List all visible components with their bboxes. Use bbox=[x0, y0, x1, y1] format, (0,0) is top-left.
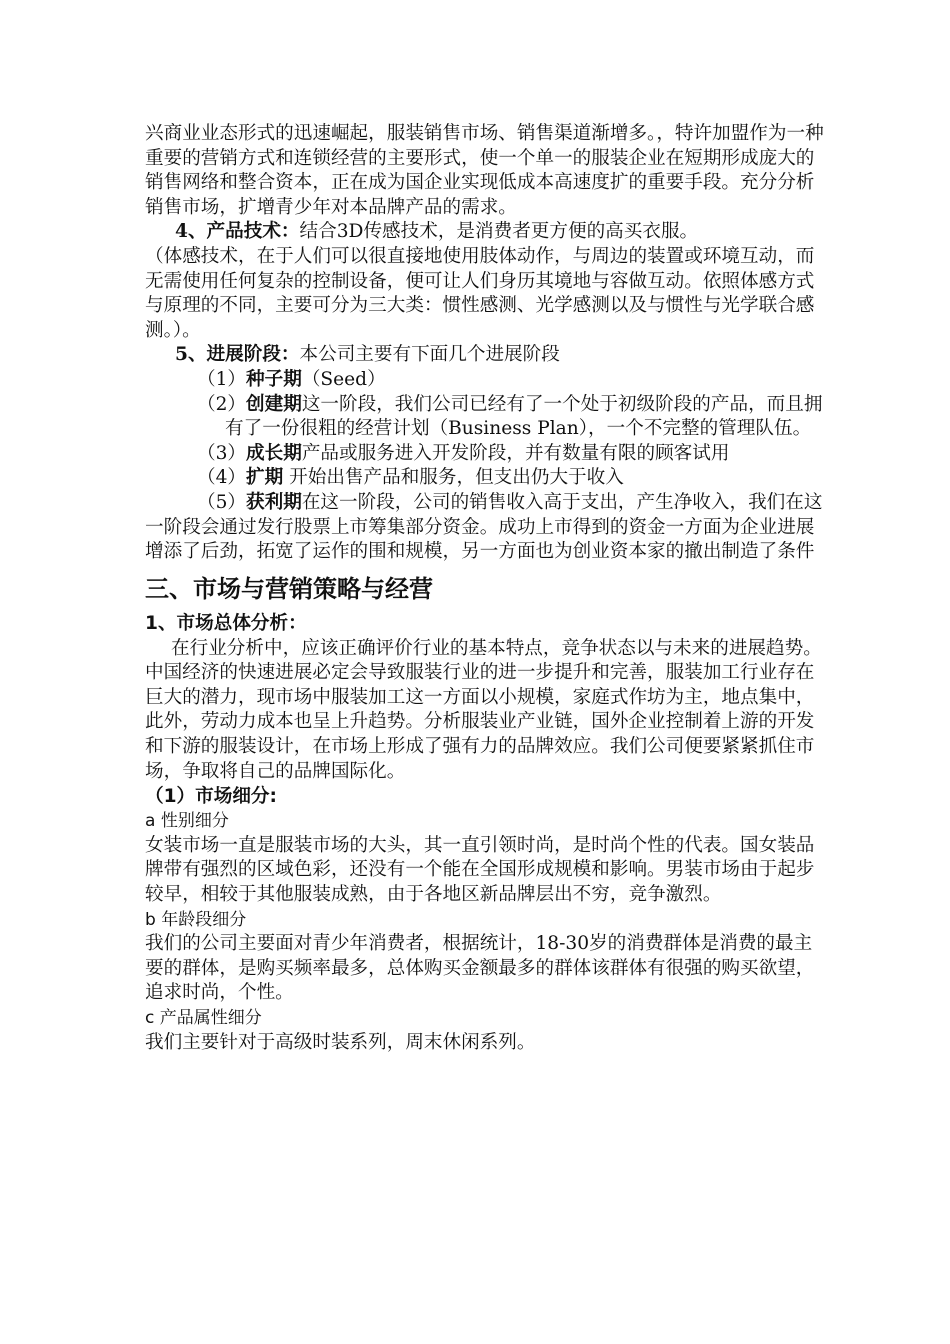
stage-number: （1） bbox=[197, 368, 247, 390]
stage-name: 种子期 bbox=[246, 368, 302, 390]
stage-number: （5） bbox=[197, 491, 247, 513]
stages-heading bbox=[145, 343, 825, 368]
age-segmentation-text: 我们的公司主要面对青少年消费者，根据统计，18-30岁的消费群体是消费的最主要的群体，是购买频率最多，总体购买金额最多的群体该群体有很强的购买欲望，追求时尚，个性。 bbox=[145, 933, 815, 1004]
stage-item-seed bbox=[145, 368, 825, 393]
product-tech-paragraph bbox=[145, 220, 825, 245]
stage-item-expansion bbox=[145, 466, 825, 491]
stage-name: 创建期 bbox=[246, 393, 302, 415]
product-tech-text: 结合3D传感技术，是消费者更方便的高买衣服。 bbox=[299, 221, 699, 243]
age-segmentation-title: b 年龄段细分 bbox=[145, 909, 247, 930]
intro-paragraph: 兴商业业态形式的迅速崛起，服装销售市场、销售渠道渐增多。，特许加盟作为一种重要的营销方式和连锁经营的主要形式，使一个单一的服装企业在短期形成庞大的销售网络和整合资本，正在成为国企业实现低成本高速度扩的重要手段。充分分析销售市场，扩增青少年对本品牌产品的需求。 bbox=[145, 123, 824, 218]
subsection-heading-market-analysis: 1、市场总体分析： bbox=[145, 612, 307, 634]
stage-desc: （Seed） bbox=[301, 368, 386, 390]
stage-number: （2） bbox=[197, 393, 247, 415]
stage-name: 成长期 bbox=[246, 442, 302, 464]
product-segmentation-title: c 产品属性细分 bbox=[145, 1008, 262, 1028]
gender-segmentation-text: 女装市场一直是服装市场的大头，其一直引领时尚，是时尚个性的代表。国女装品牌带有强烈的区域色彩，还没有一个能在全国形成规模和影响。男装市场由于起步较早，相较于其他服装成熟，由于各地区新品牌层出不穷，竞争激烈。 bbox=[145, 834, 815, 906]
stage-number: （4） bbox=[197, 467, 247, 489]
product-segmentation-text: 我们主要针对于高级时装系列，周末休闲系列。 bbox=[145, 1031, 536, 1053]
stage-name: 扩期 bbox=[246, 467, 284, 489]
stage-desc: 产品或服务进入开发阶段，并有数量有限的顾客试用 bbox=[301, 442, 730, 464]
stage-item-growth bbox=[145, 442, 825, 467]
stage-item-profit bbox=[145, 491, 825, 565]
document-page bbox=[145, 122, 825, 1055]
market-analysis-paragraph: 在行业分析中，应该正确评价行业的基本特点，竞争状态以与未来的进展趋势。中国经济的快速进展必定会导致服装行业的进一步提升和完善，服装加工行业存在巨大的潜力，现市场中服装加工这一方面以小规模，家庭式作坊为主，地点集中，此外，劳动力成本也呈上升趋势。分析服装业产业链，国外企业控制着上游的开发和下游的服装设计，在市场上形成了强有力的品牌效应。我们公司便要紧紧抓住市场，争取将自己的品牌国际化。 bbox=[145, 637, 822, 782]
stage-item-startup bbox=[145, 393, 825, 442]
stage-desc: 在这一阶段，公司的销售收入高于支出，产生净收入，我们在这一阶段会通过发行股票上市筹集部分资金。成功上市得到的资金一方面为企业进展增添了后劲，拓宽了运作的围和规模，另一方面也为创业资本家的撤出制造了条件 bbox=[145, 491, 823, 563]
stage-name: 获利期 bbox=[246, 491, 302, 513]
product-tech-label: 4、产品技术： bbox=[175, 221, 300, 243]
stage-desc: 开始出售产品和服务，但支出仍大于收入 bbox=[283, 467, 624, 489]
stages-label: 5、进展阶段： bbox=[175, 344, 300, 366]
product-tech-note: （体感技术，在于人们可以很直接地使用肢体动作，与周边的装置或环境互动，而无需使用任何复杂的控制设备，便可让人们身历其境地与容做互动。依照体感方式与原理的不同，主要可分为三大类：惯性感测、光学感测以及与惯性与光学联合感测。）。 bbox=[145, 245, 815, 341]
stage-desc: 这一阶段，我们公司已经有了一个处于初级阶段的产品，而且拥有了一份很粗的经营计划（Business Plan），一个不完整的管理队伍。 bbox=[225, 393, 823, 440]
section-heading-market: 三、市场与营销策略与经营 bbox=[145, 574, 433, 603]
market-segmentation-heading: （1）市场细分: bbox=[145, 786, 277, 808]
stage-number: （3） bbox=[197, 442, 247, 464]
stages-text: 本公司主要有下面几个进展阶段 bbox=[299, 344, 560, 366]
gender-segmentation-title: a 性别细分 bbox=[145, 811, 229, 832]
